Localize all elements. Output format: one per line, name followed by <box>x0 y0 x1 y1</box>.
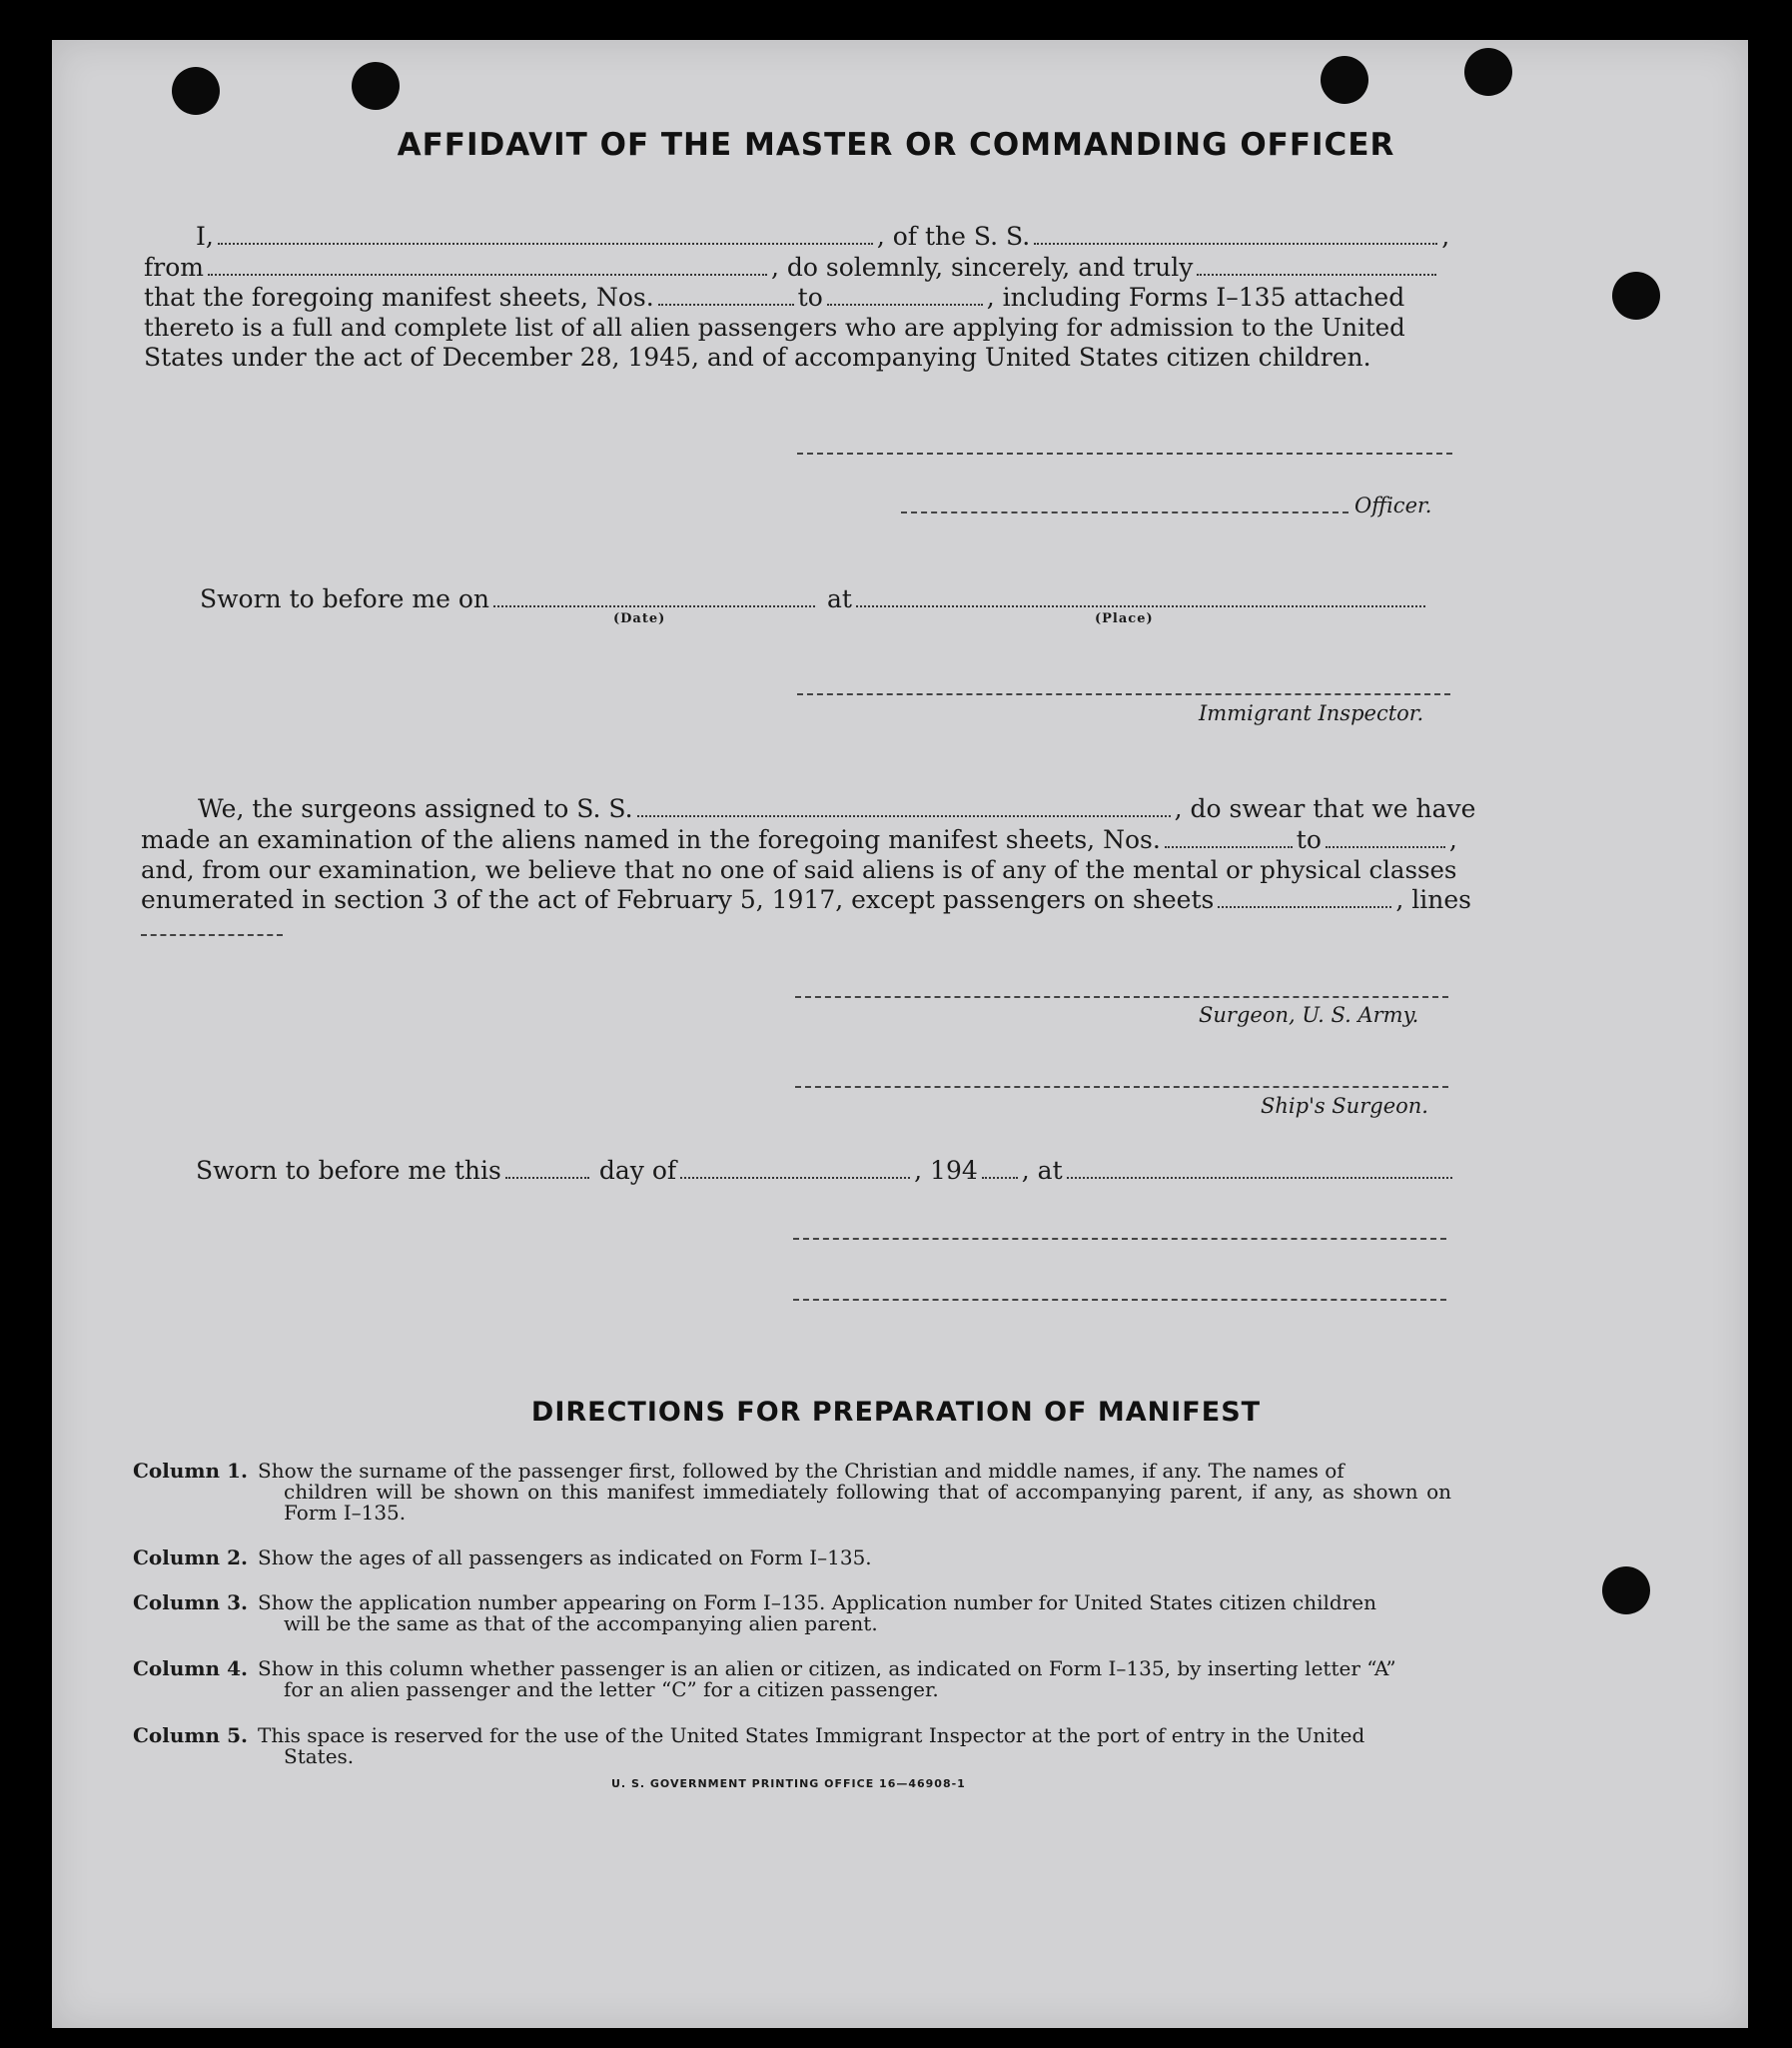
surgeons-line-2: made an examination of the aliens named in the foregoing manifest sheets, Nos. to , <box>141 825 1457 854</box>
sworn-at-blank[interactable] <box>1067 1171 1452 1179</box>
punch-hole <box>1464 48 1512 96</box>
surgeon-sheets-from-blank[interactable] <box>1165 840 1293 848</box>
truly-blank[interactable] <box>1197 268 1436 276</box>
affidavit-line-3: that the foregoing manifest sheets, Nos. to , including Forms I–135 attached <box>144 283 1405 312</box>
sworn-day-blank[interactable] <box>505 1171 589 1179</box>
ship-blank[interactable] <box>1034 237 1437 245</box>
inspector-signature-line[interactable] <box>797 693 1450 695</box>
inspector-label: Immigrant Inspector. <box>1199 701 1424 725</box>
date-caption: (Date) <box>613 611 666 626</box>
sworn-on-line: Sworn to before me on at <box>200 584 1429 614</box>
direction-column-3: Column 3. Show the application number appearing on Form I–135. Application number for United States citizen children will be the same as that of the accompanying alien parent. <box>133 1590 1376 1635</box>
officer-signature-line-2[interactable] <box>901 512 1348 513</box>
signature-line[interactable] <box>793 1299 1446 1301</box>
except-sheets-blank[interactable] <box>1218 900 1391 908</box>
lines-blank[interactable] <box>141 934 283 936</box>
army-surgeon-label: Surgeon, U. S. Army. <box>1199 1003 1419 1027</box>
direction-column-4: Column 4. Show in this column whether passenger is an alien or citizen, as indicated on Form I–135, by inserting letter “A” for an alien passenger and the letter “C” for a citizen passenger. <box>133 1656 1396 1701</box>
surgeons-line-1: We, the surgeons assigned to S. S. , do swear that we have <box>198 794 1476 823</box>
from-blank[interactable] <box>208 268 767 276</box>
affidavit-line-4: thereto is a full and complete list of all alien passengers who are applying for admission to the United <box>144 313 1405 342</box>
surgeons-line-4: enumerated in section 3 of the act of February 5, 1917, except passengers on sheets , lines <box>141 885 1471 914</box>
officer-label: Officer. <box>1354 494 1432 517</box>
sworn-year-blank[interactable] <box>982 1171 1018 1179</box>
name-blank[interactable] <box>218 237 873 245</box>
affidavit-title: AFFIDAVIT OF THE MASTER OR COMMANDING OFFICER <box>397 127 1395 163</box>
direction-column-2: Column 2. Show the ages of all passengers as indicated on Form I–135. <box>133 1545 872 1569</box>
surgeons-line-3: and, from our examination, we believe that no one of said aliens is of any of the mental or physical classes <box>141 855 1457 884</box>
surgeon-sheets-to-blank[interactable] <box>1326 840 1445 848</box>
printing-office-footer: U. S. GOVERNMENT PRINTING OFFICE 16—46908-1 <box>611 1777 966 1790</box>
punch-hole <box>172 67 220 115</box>
direction-column-5: Column 5. This space is reserved for the use of the United States Immigrant Inspector at the port of entry in the United States. <box>133 1723 1365 1768</box>
sworn-month-blank[interactable] <box>680 1171 910 1179</box>
ship-surgeon-signature-line[interactable] <box>795 1086 1448 1088</box>
punch-hole <box>1602 1566 1650 1614</box>
sheets-to-blank[interactable] <box>827 298 983 306</box>
sworn-date-blank[interactable] <box>493 599 815 607</box>
affidavit-line-5: States under the act of December 28, 1945, and of accompanying United States citizen children. <box>144 343 1371 372</box>
affidavit-line-1: I, , of the S. S. , <box>196 222 1450 251</box>
signature-line[interactable] <box>793 1238 1446 1240</box>
sworn-place-blank[interactable] <box>856 599 1425 607</box>
surgeon-ship-blank[interactable] <box>637 809 1171 817</box>
sworn-this-line: Sworn to before me this day of , 194 , at <box>196 1156 1456 1186</box>
punch-hole <box>1612 272 1660 320</box>
direction-column-1: Column 1. Show the surname of the passenger first, followed by the Christian and middle names, if any. The names of children will be shown on this manifest immediately following that of accompanying parent, if any, as shown on Form I–135. <box>133 1459 1451 1525</box>
affidavit-line-2: from , do solemnly, sincerely, and truly <box>144 253 1440 283</box>
directions-title: DIRECTIONS FOR PREPARATION OF MANIFEST <box>530 1397 1262 1428</box>
officer-signature-line-1[interactable] <box>797 453 1452 455</box>
place-caption: (Place) <box>1095 611 1154 626</box>
punch-hole <box>1321 56 1368 104</box>
sheets-from-blank[interactable] <box>658 298 794 306</box>
army-surgeon-signature-line[interactable] <box>795 996 1448 998</box>
punch-hole <box>352 62 400 110</box>
ship-surgeon-label: Ship's Surgeon. <box>1261 1094 1428 1118</box>
